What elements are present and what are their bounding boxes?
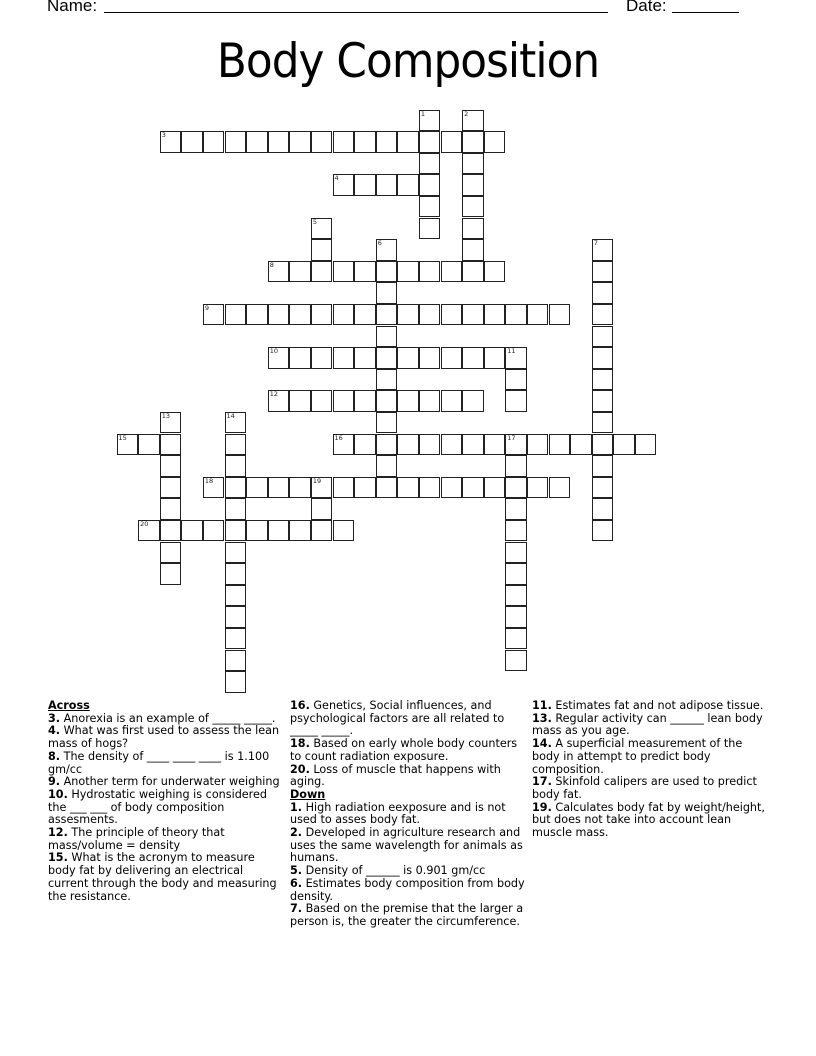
date-label: Date: bbox=[626, 0, 667, 15]
crossword-cell[interactable] bbox=[160, 131, 182, 153]
crossword-cell[interactable] bbox=[376, 239, 398, 261]
crossword-cell[interactable] bbox=[484, 131, 506, 153]
crossword-cell[interactable] bbox=[419, 304, 441, 326]
crossword-cell[interactable] bbox=[160, 520, 182, 542]
crossword-cell[interactable] bbox=[376, 455, 398, 477]
crossword-cell[interactable] bbox=[419, 153, 441, 175]
clue-across-9: 9. Another term for underwater weighing bbox=[48, 775, 280, 789]
crossword-cell[interactable] bbox=[505, 477, 527, 499]
crossword-cell[interactable] bbox=[376, 282, 398, 304]
crossword-cell[interactable] bbox=[311, 347, 333, 369]
clue-number: 6 bbox=[377, 239, 382, 248]
crossword-cell[interactable] bbox=[462, 434, 484, 456]
crossword-cell[interactable] bbox=[138, 434, 160, 456]
crossword-cell[interactable] bbox=[311, 390, 333, 412]
crossword-cell[interactable] bbox=[376, 131, 398, 153]
crossword-cell[interactable] bbox=[246, 131, 268, 153]
crossword-cell[interactable] bbox=[505, 520, 527, 542]
crossword-cell[interactable] bbox=[225, 671, 247, 693]
clue-number: 10 bbox=[269, 347, 278, 356]
crossword-cell[interactable] bbox=[419, 110, 441, 132]
crossword-cell[interactable] bbox=[505, 628, 527, 650]
crossword-cell[interactable] bbox=[203, 477, 225, 499]
crossword-cell[interactable] bbox=[333, 477, 355, 499]
crossword-cell[interactable] bbox=[354, 304, 376, 326]
crossword-cell[interactable] bbox=[268, 347, 290, 369]
crossword-cell[interactable] bbox=[311, 218, 333, 240]
crossword-cell[interactable] bbox=[354, 131, 376, 153]
crossword-cell[interactable] bbox=[225, 606, 247, 628]
crossword-cell[interactable] bbox=[441, 261, 463, 283]
clue-across-3: 3. Anorexia is an example of _____ _____. bbox=[48, 711, 276, 725]
clue-number: 11 bbox=[507, 347, 516, 356]
crossword-cell[interactable] bbox=[160, 412, 182, 434]
crossword-cell[interactable] bbox=[354, 261, 376, 283]
clue-number: 3 bbox=[161, 131, 166, 140]
crossword-cell[interactable] bbox=[289, 347, 311, 369]
crossword-cell[interactable] bbox=[397, 477, 419, 499]
clue-across-8: 8. The density of ____ ____ ____ is 1.100 gm/cc bbox=[48, 749, 270, 776]
clue-number: 16 bbox=[334, 433, 343, 442]
crossword-cell[interactable] bbox=[527, 434, 549, 456]
crossword-cell[interactable] bbox=[592, 498, 614, 520]
crossword-cell[interactable] bbox=[441, 390, 463, 412]
crossword-cell[interactable] bbox=[592, 477, 614, 499]
clue-number: 8 bbox=[269, 260, 274, 269]
crossword-cell[interactable] bbox=[549, 304, 571, 326]
crossword-cell[interactable] bbox=[225, 563, 247, 585]
crossword-cell[interactable] bbox=[419, 261, 441, 283]
across-heading: Across bbox=[48, 699, 90, 712]
crossword-cell[interactable] bbox=[160, 563, 182, 585]
crossword-cell[interactable] bbox=[397, 434, 419, 456]
crossword-cell[interactable] bbox=[354, 347, 376, 369]
clue-number: 14 bbox=[226, 411, 235, 420]
crossword-cell[interactable] bbox=[592, 369, 614, 391]
crossword-cell[interactable] bbox=[376, 434, 398, 456]
crossword-cell[interactable] bbox=[419, 390, 441, 412]
crossword-cell[interactable] bbox=[333, 304, 355, 326]
crossword-cell[interactable] bbox=[397, 390, 419, 412]
crossword-cell[interactable] bbox=[592, 304, 614, 326]
crossword-cell[interactable] bbox=[397, 174, 419, 196]
crossword-cell[interactable] bbox=[268, 304, 290, 326]
crossword-cell[interactable] bbox=[225, 131, 247, 153]
crossword-cell[interactable] bbox=[484, 261, 506, 283]
crossword-cell[interactable] bbox=[592, 434, 614, 456]
crossword-cell[interactable] bbox=[181, 131, 203, 153]
clue-across-12: 12. The principle of theory that mass/volume = density bbox=[48, 826, 225, 852]
crossword-cell[interactable] bbox=[441, 304, 463, 326]
clues-column-1 bbox=[48, 700, 284, 903]
crossword-cell[interactable] bbox=[419, 347, 441, 369]
crossword-cell[interactable] bbox=[484, 477, 506, 499]
crossword-cell[interactable] bbox=[376, 326, 398, 348]
crossword-cell[interactable] bbox=[376, 412, 398, 434]
crossword-cell[interactable] bbox=[225, 650, 247, 672]
crossword-cell[interactable] bbox=[311, 498, 333, 520]
crossword-cell[interactable] bbox=[225, 520, 247, 542]
clue-across-10: 10. Hydrostatic weighing is considered the ___ ___ of body composition assesments. bbox=[48, 787, 268, 827]
crossword-cell[interactable] bbox=[505, 585, 527, 607]
clues-column-2 bbox=[290, 700, 526, 929]
crossword-cell[interactable] bbox=[484, 304, 506, 326]
crossword-cell[interactable] bbox=[333, 434, 355, 456]
crossword-cell[interactable] bbox=[462, 304, 484, 326]
crossword-cell[interactable] bbox=[268, 261, 290, 283]
crossword-cell[interactable] bbox=[289, 131, 311, 153]
crossword-cell[interactable] bbox=[333, 174, 355, 196]
crossword-cell[interactable] bbox=[117, 434, 139, 456]
crossword-cell[interactable] bbox=[462, 196, 484, 218]
crossword-cell[interactable] bbox=[268, 131, 290, 153]
crossword-cell[interactable] bbox=[592, 520, 614, 542]
crossword-cell[interactable] bbox=[311, 477, 333, 499]
crossword-cell[interactable] bbox=[376, 347, 398, 369]
crossword-cell[interactable] bbox=[397, 261, 419, 283]
crossword-cell[interactable] bbox=[505, 455, 527, 477]
crossword-cell[interactable] bbox=[419, 218, 441, 240]
clue-down-11: 11. Estimates fat and not adipose tissue. bbox=[532, 699, 764, 712]
crossword-cell[interactable] bbox=[225, 412, 247, 434]
crossword-cell[interactable] bbox=[376, 390, 398, 412]
crossword-cell[interactable] bbox=[354, 477, 376, 499]
crossword-cell[interactable] bbox=[397, 131, 419, 153]
clue-number: 5 bbox=[312, 217, 318, 226]
crossword-cell[interactable] bbox=[462, 153, 484, 175]
crossword-cell[interactable] bbox=[268, 477, 290, 499]
crossword-cell[interactable] bbox=[592, 390, 614, 412]
clue-number: 20 bbox=[140, 519, 149, 528]
crossword-cell[interactable] bbox=[311, 261, 333, 283]
crossword-cell[interactable] bbox=[160, 477, 182, 499]
crossword-cell[interactable] bbox=[592, 455, 614, 477]
crossword-cell[interactable] bbox=[613, 434, 635, 456]
date-input-line[interactable] bbox=[672, 12, 739, 13]
crossword-cell[interactable] bbox=[160, 498, 182, 520]
crossword-cell[interactable] bbox=[592, 347, 614, 369]
crossword-cell[interactable] bbox=[462, 390, 484, 412]
crossword-cell[interactable] bbox=[333, 347, 355, 369]
crossword-cell[interactable] bbox=[289, 304, 311, 326]
clue-down-7: 7. Based on the premise that the larger a person is, the greater the circumference. bbox=[290, 902, 524, 928]
crossword-cell[interactable] bbox=[225, 455, 247, 477]
clue-down-6: 6. Estimates body composition from body density. bbox=[290, 876, 525, 903]
crossword-cell[interactable] bbox=[225, 434, 247, 456]
crossword-cell[interactable] bbox=[527, 477, 549, 499]
crossword-cell[interactable] bbox=[441, 434, 463, 456]
crossword-cell[interactable] bbox=[419, 174, 441, 196]
clue-number: 17 bbox=[507, 433, 516, 442]
crossword-cell[interactable] bbox=[592, 326, 614, 348]
crossword-cell[interactable] bbox=[441, 347, 463, 369]
down-heading: Down bbox=[290, 787, 326, 801]
clue-down-5: 5. Density of ______ is 0.901 gm/cc bbox=[290, 864, 486, 878]
clue-down-17: 17. Skinfold calipers are used to predict body fat. bbox=[532, 775, 757, 801]
crossword-cell[interactable] bbox=[354, 434, 376, 456]
crossword-cell[interactable] bbox=[527, 304, 549, 326]
crossword-cell[interactable] bbox=[462, 261, 484, 283]
clue-number: 4 bbox=[334, 174, 339, 183]
clue-down-2: 2. Developed in agriculture research and uses the same wavelength for animals as humans. bbox=[290, 826, 523, 865]
crossword-cell[interactable] bbox=[592, 412, 614, 434]
crossword-cell[interactable] bbox=[246, 520, 268, 542]
crossword-cell[interactable] bbox=[505, 498, 527, 520]
crossword-cell[interactable] bbox=[376, 369, 398, 391]
crossword-cell[interactable] bbox=[268, 520, 290, 542]
name-input-line[interactable] bbox=[104, 12, 608, 13]
clue-down-1: 1. High radiation eexposure and is not used to asses body fat. bbox=[290, 800, 506, 827]
crossword-cell[interactable] bbox=[333, 390, 355, 412]
crossword-cell[interactable] bbox=[441, 477, 463, 499]
clue-number: 7 bbox=[593, 239, 598, 248]
crossword-cell[interactable] bbox=[311, 131, 333, 153]
crossword-cell[interactable] bbox=[462, 477, 484, 499]
crossword-cell[interactable] bbox=[549, 477, 571, 499]
crossword-cell[interactable] bbox=[311, 239, 333, 261]
crossword-cell[interactable] bbox=[311, 304, 333, 326]
crossword-cell[interactable] bbox=[354, 174, 376, 196]
crossword-cell[interactable] bbox=[289, 261, 311, 283]
crossword-cell[interactable] bbox=[311, 520, 333, 542]
crossword-cell[interactable] bbox=[419, 196, 441, 218]
crossword-cell[interactable] bbox=[397, 347, 419, 369]
clue-number: 9 bbox=[204, 303, 210, 312]
clue-number: 18 bbox=[204, 476, 214, 485]
crossword-grid bbox=[117, 110, 677, 700]
crossword-cell[interactable] bbox=[635, 434, 657, 456]
crossword-cell[interactable] bbox=[419, 434, 441, 456]
crossword-cell[interactable] bbox=[268, 390, 290, 412]
crossword-cell[interactable] bbox=[505, 434, 527, 456]
clue-down-14: 14. A superficial measurement of the body in attempt to predict body composition. bbox=[532, 737, 743, 776]
page-title: Body Composition bbox=[216, 34, 600, 89]
crossword-cell[interactable] bbox=[160, 455, 182, 477]
clue-across-4: 4. What was first used to assess the lean mass of hogs? bbox=[48, 724, 280, 751]
crossword-cell[interactable] bbox=[160, 542, 182, 564]
clue-across-20: 20. Loss of muscle that happens with aging. bbox=[290, 762, 501, 789]
crossword-cell[interactable] bbox=[505, 369, 527, 391]
crossword-cell[interactable] bbox=[225, 585, 247, 607]
crossword-cell[interactable] bbox=[376, 477, 398, 499]
crossword-cell[interactable] bbox=[592, 282, 614, 304]
crossword-cell[interactable] bbox=[289, 390, 311, 412]
crossword-cell[interactable] bbox=[333, 131, 355, 153]
crossword-cell[interactable] bbox=[484, 434, 506, 456]
crossword-cell[interactable] bbox=[289, 520, 311, 542]
crossword-cell[interactable] bbox=[505, 390, 527, 412]
crossword-cell[interactable] bbox=[505, 563, 527, 585]
crossword-cell[interactable] bbox=[203, 304, 225, 326]
crossword-cell[interactable] bbox=[225, 498, 247, 520]
crossword-cell[interactable] bbox=[462, 131, 484, 153]
clue-number: 2 bbox=[464, 109, 469, 118]
clue-down-13: 13. Regular activity can ______ lean body mass as you age. bbox=[532, 711, 763, 738]
crossword-cell[interactable] bbox=[441, 131, 463, 153]
clues-column-3 bbox=[532, 700, 768, 840]
crossword-cell[interactable] bbox=[376, 304, 398, 326]
clue-across-18: 18. Based on early whole body counters to count radiation exposure. bbox=[290, 737, 518, 763]
crossword-cell[interactable] bbox=[289, 477, 311, 499]
clue-across-16: 16. Genetics, Social influences, and psychological factors are all related to _____ _____. bbox=[290, 699, 505, 738]
clue-down-19: 19. Calculates body fat by weight/height, but does not take into account lean muscle mass. bbox=[532, 800, 765, 840]
crossword-cell[interactable] bbox=[225, 304, 247, 326]
crossword-cell[interactable] bbox=[505, 606, 527, 628]
crossword-cell[interactable] bbox=[462, 174, 484, 196]
crossword-cell[interactable] bbox=[484, 347, 506, 369]
crossword-cell[interactable] bbox=[549, 434, 571, 456]
crossword-cell[interactable] bbox=[225, 628, 247, 650]
crossword-cell[interactable] bbox=[225, 542, 247, 564]
crossword-cell[interactable] bbox=[333, 261, 355, 283]
crossword-cell[interactable] bbox=[419, 477, 441, 499]
crossword-cell[interactable] bbox=[225, 477, 247, 499]
crossword-cell[interactable] bbox=[203, 520, 225, 542]
crossword-cell[interactable] bbox=[419, 131, 441, 153]
crossword-cell[interactable] bbox=[246, 304, 268, 326]
crossword-cell[interactable] bbox=[354, 390, 376, 412]
crossword-cell[interactable] bbox=[462, 239, 484, 261]
crossword-cell[interactable] bbox=[592, 261, 614, 283]
crossword-cell[interactable] bbox=[505, 542, 527, 564]
crossword-cell[interactable] bbox=[505, 650, 527, 672]
crossword-cell[interactable] bbox=[376, 261, 398, 283]
crossword-cell[interactable] bbox=[181, 520, 203, 542]
crossword-cell[interactable] bbox=[376, 174, 398, 196]
clue-number: 19 bbox=[312, 476, 322, 485]
crossword-cell[interactable] bbox=[160, 434, 182, 456]
clue-number: 1 bbox=[420, 109, 426, 118]
crossword-cell[interactable] bbox=[462, 347, 484, 369]
crossword-cell[interactable] bbox=[505, 347, 527, 369]
clue-across-15: 15. What is the acronym to measure body fat by delivering an electrical current through the body and measuring the resistance. bbox=[48, 851, 277, 903]
name-label: Name: bbox=[47, 0, 98, 15]
crossword-cell[interactable] bbox=[397, 304, 419, 326]
crossword-cell[interactable] bbox=[333, 520, 355, 542]
crossword-cell[interactable] bbox=[570, 434, 592, 456]
crossword-cell[interactable] bbox=[462, 218, 484, 240]
clue-number: 12 bbox=[269, 390, 278, 399]
worksheet-header bbox=[47, 0, 747, 20]
clue-number: 15 bbox=[118, 433, 127, 442]
crossword-cell[interactable] bbox=[246, 477, 268, 499]
crossword-cell[interactable] bbox=[203, 131, 225, 153]
crossword-cell[interactable] bbox=[462, 110, 484, 132]
crossword-cell[interactable] bbox=[592, 239, 614, 261]
clue-number: 13 bbox=[161, 411, 170, 420]
crossword-cell[interactable] bbox=[505, 304, 527, 326]
crossword-cell[interactable] bbox=[138, 520, 160, 542]
